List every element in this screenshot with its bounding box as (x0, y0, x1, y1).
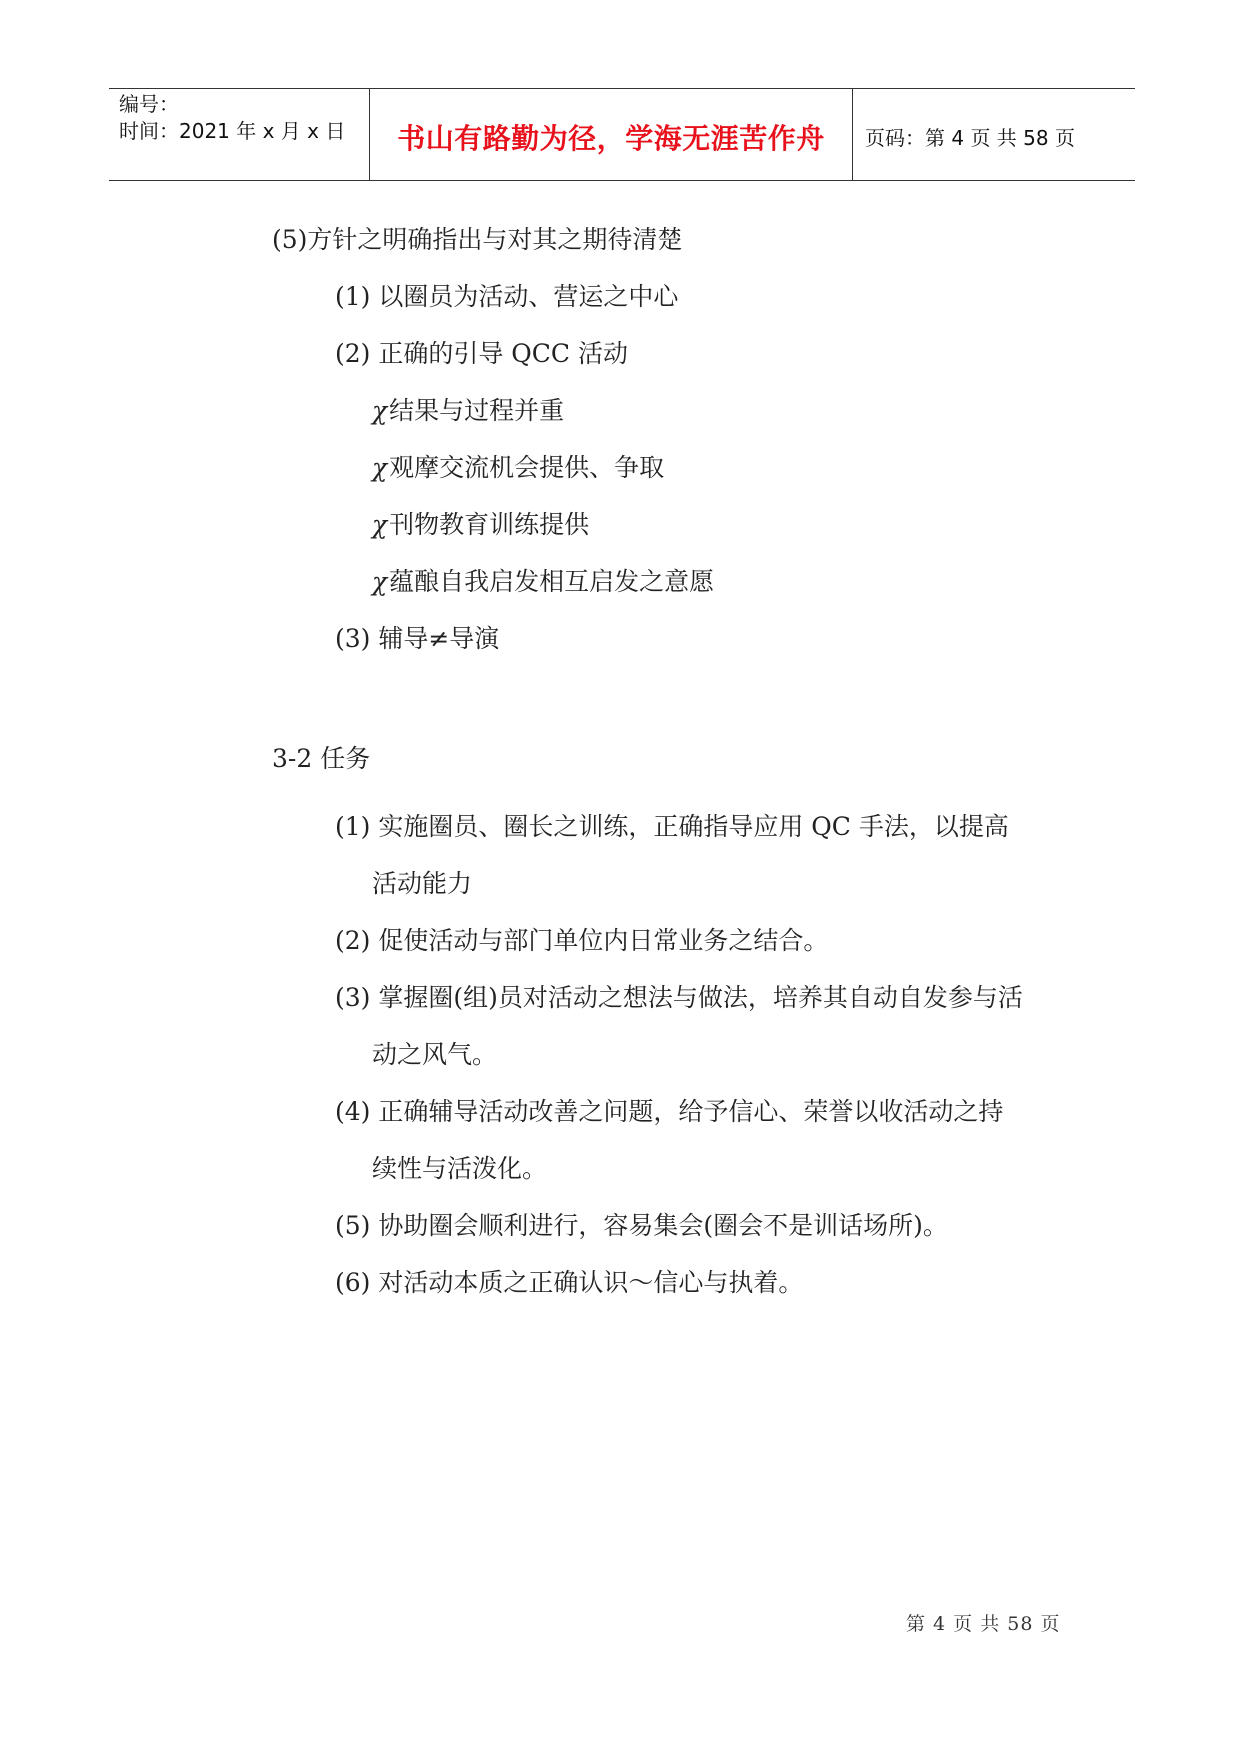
chi-bullet-icon: χ (372, 510, 388, 539)
task-item-4-line2: 续性与活泼化。 (372, 1154, 548, 1183)
task-item-1-line2: 活动能力 (372, 869, 473, 898)
header-meta-cell (109, 89, 370, 180)
task-item-6: (6) 对活动本质之正确认识～信心与执着。 (335, 1268, 804, 1297)
policy-item-1: (1) 以圈员为活动、营运之中心 (335, 282, 679, 311)
policy-item-2: (2) 正确的引导 QCC 活动 (335, 339, 629, 368)
bullet-item (372, 566, 714, 598)
bullet-item (372, 452, 664, 484)
task-item-3-line2: 动之风气。 (372, 1040, 498, 1069)
task-item-2: (2) 促使活动与部门单位内日常业务之结合。 (335, 926, 829, 955)
chi-bullet-icon: χ (372, 453, 388, 482)
document-number-label: 编号： (119, 92, 179, 116)
header-motto: 书山有路勤为径，学海无涯苦作舟 (370, 89, 853, 180)
bullet-item (372, 509, 589, 541)
policy-heading: (5)方针之明确指出与对其之期待清楚 (272, 225, 683, 254)
bullet-text: 观摩交流机会提供、争取 (389, 453, 665, 482)
task-item-1-line1: (1) 实施圈员、圈长之训练，正确指导应用 QC 手法，以提高 (335, 812, 1009, 841)
section-title: 3-2 任务 (272, 744, 371, 773)
task-item-3-line1: (3) 掌握圈(组)员对活动之想法与做法，培养其自动自发参与活 (335, 983, 1023, 1012)
bullet-text: 结果与过程并重 (389, 396, 565, 425)
document-time-label: 时间：2021 年 x 月 x 日 (119, 119, 346, 143)
bullet-text: 蕴酿自我启发相互启发之意愿 (389, 567, 715, 596)
task-item-5: (5) 协助圈会顺利进行，容易集会(圈会不是训话场所)。 (335, 1211, 948, 1240)
page-header (109, 88, 1135, 181)
bullet-item (372, 395, 564, 427)
header-page-code: 页码：第 4 页 共 58 页 (865, 126, 1075, 150)
chi-bullet-icon: χ (372, 396, 388, 425)
task-item-4-line1: (4) 正确辅导活动改善之问题，给予信心、荣誉以收活动之持 (335, 1097, 1004, 1126)
bullet-text: 刊物教育训练提供 (389, 510, 590, 539)
chi-bullet-icon: χ (372, 567, 388, 596)
policy-item-3: (3) 辅导≠导演 (335, 624, 500, 653)
page-footer: 第 4 页 共 58 页 (906, 1613, 1061, 1635)
